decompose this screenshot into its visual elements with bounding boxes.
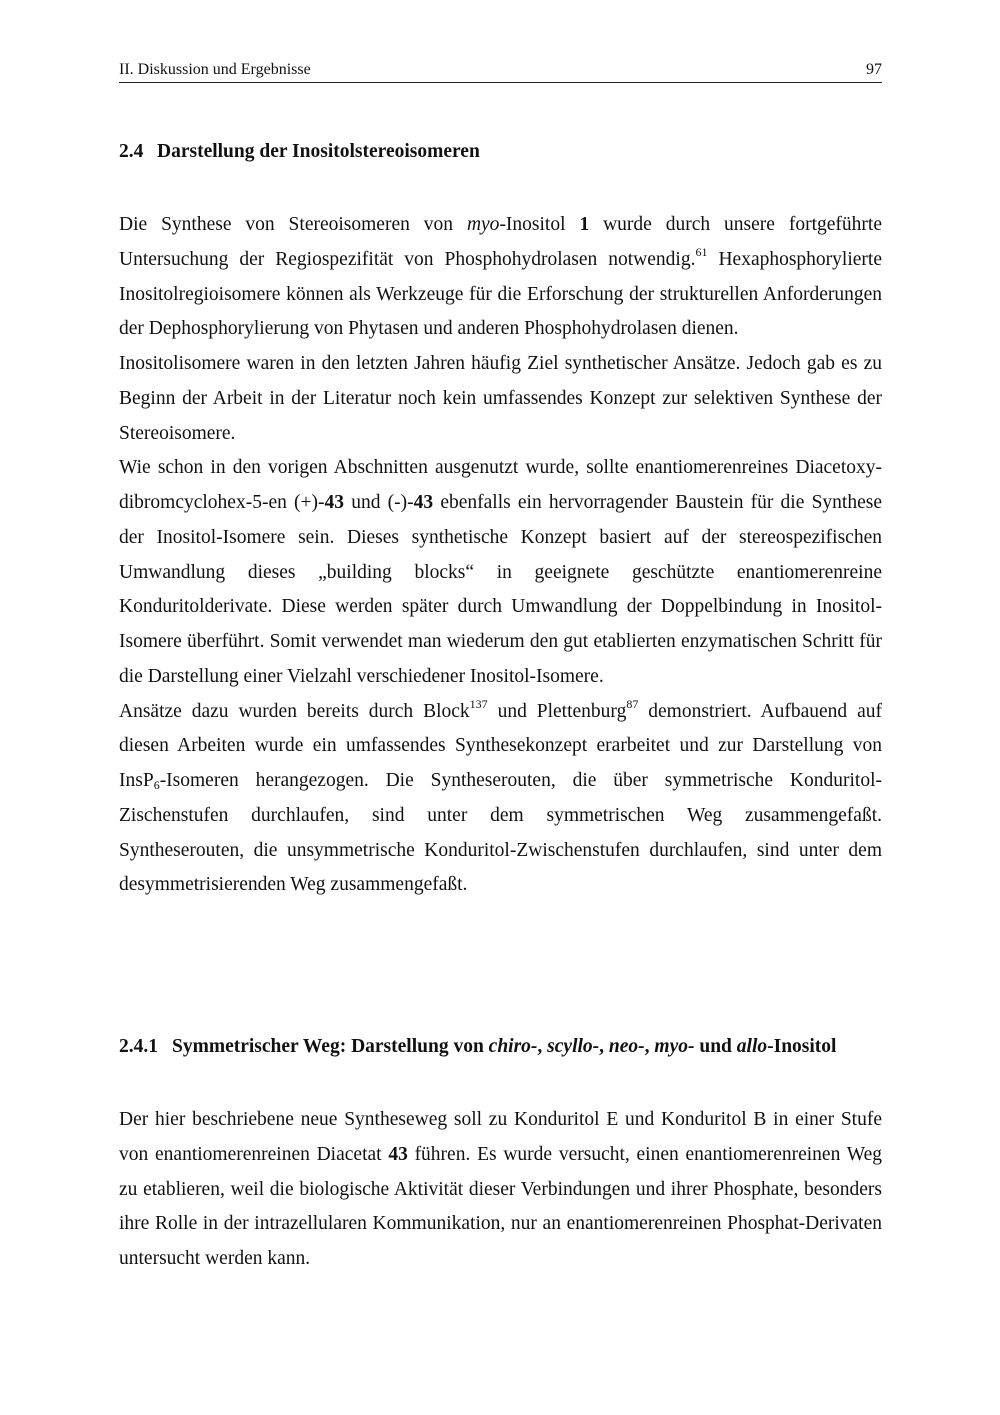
text-run: ebenfalls ein hervorragender Baustein für die Synthese der Inositol-Isomere sein. Dieses synthetische Konzept basiert auf der stereospezifischen Umwandlung dieses „building blocks“ in geeignete geschützte enantiomerenreine Konduritolderivate. Diese werden später durch Umwandlung der Doppelbindung in Inositol-Isomere überführt. Somit verwendet man wiederum den gut etablierten enzymatischen Schritt für die Darstellung einer Vielzahl verschiedener Inositol-Isomere. [119, 492, 882, 687]
text-run: Ansätze dazu wurden bereits durch Block [119, 700, 470, 722]
compound-number: 1 [579, 214, 590, 235]
text-run: -Isomeren herangezogen. Die Syntheserouten, die über symmetrische Konduritol-Zischenstufen durchlaufen, sind unter dem symmetrischen Weg zusammengefaßt. Syntheserouten, die unsymmetrische Konduritol-Zwischenstufen durchlaufen, sind unter dem desymmetrisierenden Weg zusammengefaßt. [119, 770, 882, 896]
text-run: wurde durch unsere fortgeführte Untersuchung der Regiospezifität von Phosphohydrolasen notwendig. [119, 214, 882, 270]
italic-text: allo [736, 1036, 768, 1057]
subscript: 6 [153, 778, 160, 792]
section-title: Darstellung der Inositolstereoisomeren [157, 141, 480, 162]
italic-text: neo- [608, 1036, 645, 1057]
text-run: Der hier beschriebene neue Syntheseweg soll zu Konduritol E und Konduritol B in einer Stufe von enantiomerenreinen Diacetat [119, 1109, 882, 1165]
page-header [119, 58, 882, 83]
paragraph [119, 451, 882, 694]
italic-text: myo [466, 214, 500, 235]
compound-number: 43 [413, 492, 434, 513]
italic-text: myo- [654, 1036, 695, 1057]
section-number: 2.4.1 [119, 1036, 158, 1057]
section-2-4-1-body [119, 1103, 882, 1277]
citation-superscript: 137 [469, 696, 488, 711]
section-number: 2.4 [119, 141, 144, 162]
text-run: demonstriert. Aufbauend auf diesen Arbeiten wurde ein umfassendes Synthesekonzept erarbeitet und zur Darstellung von InsP [119, 700, 882, 791]
text-run: -Inositol [499, 214, 580, 235]
paragraph: Inositolisomere waren in den letzten Jahren häufig Ziel synthetischer Ansätze. Jedoch gab es zu Beginn der Arbeit in der Literatur noch kein umfassendes Konzept zur selektiven Synthese der Stereoisomere. [119, 353, 882, 444]
text-run: -Inositol [767, 1036, 837, 1057]
paragraph [119, 208, 882, 347]
text-run: Hexaphosphorylierte Inositolregioisomere können als Werkzeuge für die Erforschung der strukturellen Anforderungen der Dephosphorylierung von Phytasen und anderen Phosphohydrolasen dienen. [119, 248, 882, 340]
text-run: Wie schon in den vorigen Abschnitten ausgenutzt wurde, sollte enantiomerenreines Diacetoxy-dibromcyclohex-5-en (+)- [119, 457, 882, 513]
text-run: führen. Es wurde versucht, einen enantiomerenreinen Weg zu etablieren, weil die biologische Aktivität dieser Verbindungen und ihrer Phosphate, besonders ihre Rolle in der intrazellularen Kommunikation, nur an enantiomerenreinen Phosphat-Derivaten untersucht werden kann. [119, 1143, 882, 1269]
italic-text: chiro- [488, 1036, 538, 1057]
text-run: , [644, 1036, 655, 1057]
text-run: und [694, 1036, 737, 1057]
paragraph [119, 1103, 882, 1277]
citation-superscript: 61 [695, 244, 708, 259]
text-run: und (-)- [344, 492, 414, 513]
italic-text: scyllo- [547, 1036, 600, 1057]
running-header-chapter: II. Diskussion und Ergebnisse [119, 61, 311, 78]
section-heading-2-4 [119, 138, 882, 166]
compound-number: 43 [388, 1143, 408, 1165]
page-number: 97 [866, 61, 882, 78]
compound-number: 43 [324, 492, 345, 513]
citation-superscript: 87 [626, 696, 639, 711]
text-run: Die Synthese von Stereoisomeren von [119, 214, 467, 235]
section-2-4-body [119, 208, 882, 903]
paragraph [119, 695, 882, 904]
text-run: und Plettenburg [487, 700, 627, 722]
section-heading-2-4-1 [119, 1033, 882, 1061]
section-title: Symmetrischer Weg: Darstellung von [172, 1036, 489, 1057]
text-run: , [537, 1036, 548, 1057]
text-run: , [599, 1036, 609, 1057]
